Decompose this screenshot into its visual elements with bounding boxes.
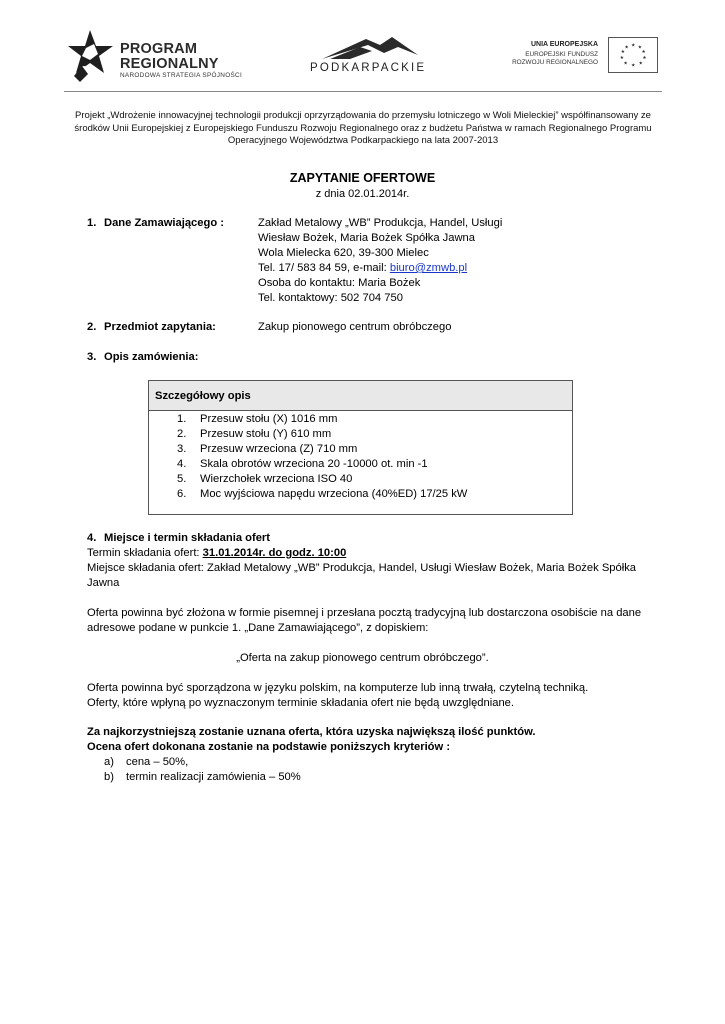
offer-line1: Oferta powinna być złożona w formie pisemnej i przesłana pocztą tradycyjną lub dostarczona osobiście na dane [87,607,642,619]
section1-phone: Tel. 17/ 583 84 59, e-mail: [258,262,390,274]
eu-logo-line1: UNIA EUROPEJSKA [530,41,598,48]
spec-item: 6. Moc wyjściowa napędu wrzeciona (40%ED) 17/25 kW [177,488,468,500]
program-logo-line3: NARODOWA STRATEGIA SPÓJNOŚCI [120,72,243,79]
eu-logo [506,37,658,75]
mountains-icon [320,35,420,61]
podkarpackie-logo-text: PODKARPACKIE [310,62,427,74]
star-logo-icon [68,30,114,82]
section1-contact-phone: Tel. kontaktowy: 502 704 750 [258,292,403,304]
specification-table [148,380,573,515]
header-divider [64,91,662,92]
table-header-label: Szczegółowy opis [155,390,251,402]
podkarpackie-logo [306,35,432,77]
svg-text:★: ★ [637,45,642,51]
section2-number: 2. [87,321,97,333]
section1-contact: Osoba do kontaktu: Maria Bożek [258,277,421,289]
svg-text:★: ★ [642,55,647,61]
spec-item: 4. Skala obrotów wrzeciona 20 -10000 ot. min -1 [177,458,428,470]
program-logo-line1: PROGRAM [120,41,198,57]
eu-logo-line2: EUROPEJSKI FUNDUSZ [525,51,598,58]
section1-line1: Zakład Metalowy „WB” Produkcja, Handel, Usługi [258,217,503,229]
program-logo-line2: REGIONALNY [120,56,219,72]
svg-text:★: ★ [631,63,636,69]
section1-label: Dane Zamawiającego : [104,217,224,229]
eu-logo-line3: ROZWOJU REGIONALNEGO [512,59,598,66]
spec-item: 2. Przesuw stołu (Y) 610 mm [177,428,332,440]
spec-item: 1. Przesuw stołu (X) 1016 mm [177,413,338,425]
section3-number: 3. [87,351,97,363]
document-date: z dnia 02.01.2014r. [315,188,410,200]
svg-text:★: ★ [631,43,636,49]
svg-text:★: ★ [641,50,646,56]
criteria-item: b) termin realizacji zamówienia – 50% [104,771,301,783]
offer-line2: adresowe podane w punkcie 1. „Dane Zamawiającego”, z dopiskiem: [87,622,429,634]
document-title: ZAPYTANIE OFERTOWE [289,171,436,185]
section1-line2: Wiesław Bożek, Maria Bożek Spółka Jawna [258,232,476,244]
svg-text:★: ★ [620,50,625,56]
criteria-item: a) cena – 50%, [104,756,189,768]
deadline-line [87,546,346,561]
program-regionalny-logo [68,30,258,90]
section1-line3: Wola Mielecka 620, 39-300 Mielec [258,247,429,259]
section3-label: Opis zamówienia: [104,351,199,363]
deadline-value: 31.01.2014r. do godz. 10:00 [202,547,347,559]
eu-flag-icon [608,37,658,73]
section4-number: 4. [87,532,97,544]
svg-text:★: ★ [619,55,625,61]
svg-text:★: ★ [623,61,628,67]
place-line2: Jawna [87,577,120,589]
table-header [149,381,572,411]
section1-phone-line [258,261,467,276]
section2-value: Zakup pionowego centrum obróbczego [258,321,452,333]
project-description: Projekt „Wdrożenie innowacyjnej technologii produkcji oprzyrządowania do przemysłu lotniczego w Woli Mieleckiej” współfinansowany ze środków Unii Europejskiej z Europejskiego Funduszu Rozwoju Regionalnego oraz z budżetu Państwa w ramach Regionalnego Programu Operacyjnego Województwa Podkarpackiego na lata 2007-2013 [74,110,652,146]
language-line: Oferta powinna być sporządzona w języku polskim, na komputerze lub inną trwałą, czytelną techniką. [87,682,589,694]
svg-text:★: ★ [638,61,643,67]
deadline-prefix: Termin składania ofert: [87,547,203,559]
section1-number: 1. [87,217,97,229]
late-offers-line: Oferty, które wpłyną po wyznaczonym terminie składania ofert nie będą uwzględniane. [87,697,515,709]
place-line1: Miejsce składania ofert: Zakład Metalowy „WB” Produkcja, Handel, Usługi Wiesław Bożek, Maria Bożek Spółka [87,562,637,574]
svg-text:★: ★ [624,45,629,51]
section4-label: Miejsce i termin składania ofert [104,532,271,544]
offer-quote: „Oferta na zakup pionowego centrum obróbczego”. [236,652,489,664]
spec-item: 3. Przesuw wrzeciona (Z) 710 mm [177,443,358,455]
section2-label: Przedmiot zapytania: [104,321,216,333]
best-offer-line: Za najkorzystniejszą zostanie uznana oferta, która uzyska największą ilość punktów. [87,726,536,738]
spec-item: 5. Wierzchołek wrzeciona ISO 40 [177,473,353,485]
email-link[interactable]: biuro@zmwb.pl [389,262,468,274]
criteria-heading: Ocena ofert dokonana zostanie na podstawie poniższych kryteriów : [87,741,451,753]
